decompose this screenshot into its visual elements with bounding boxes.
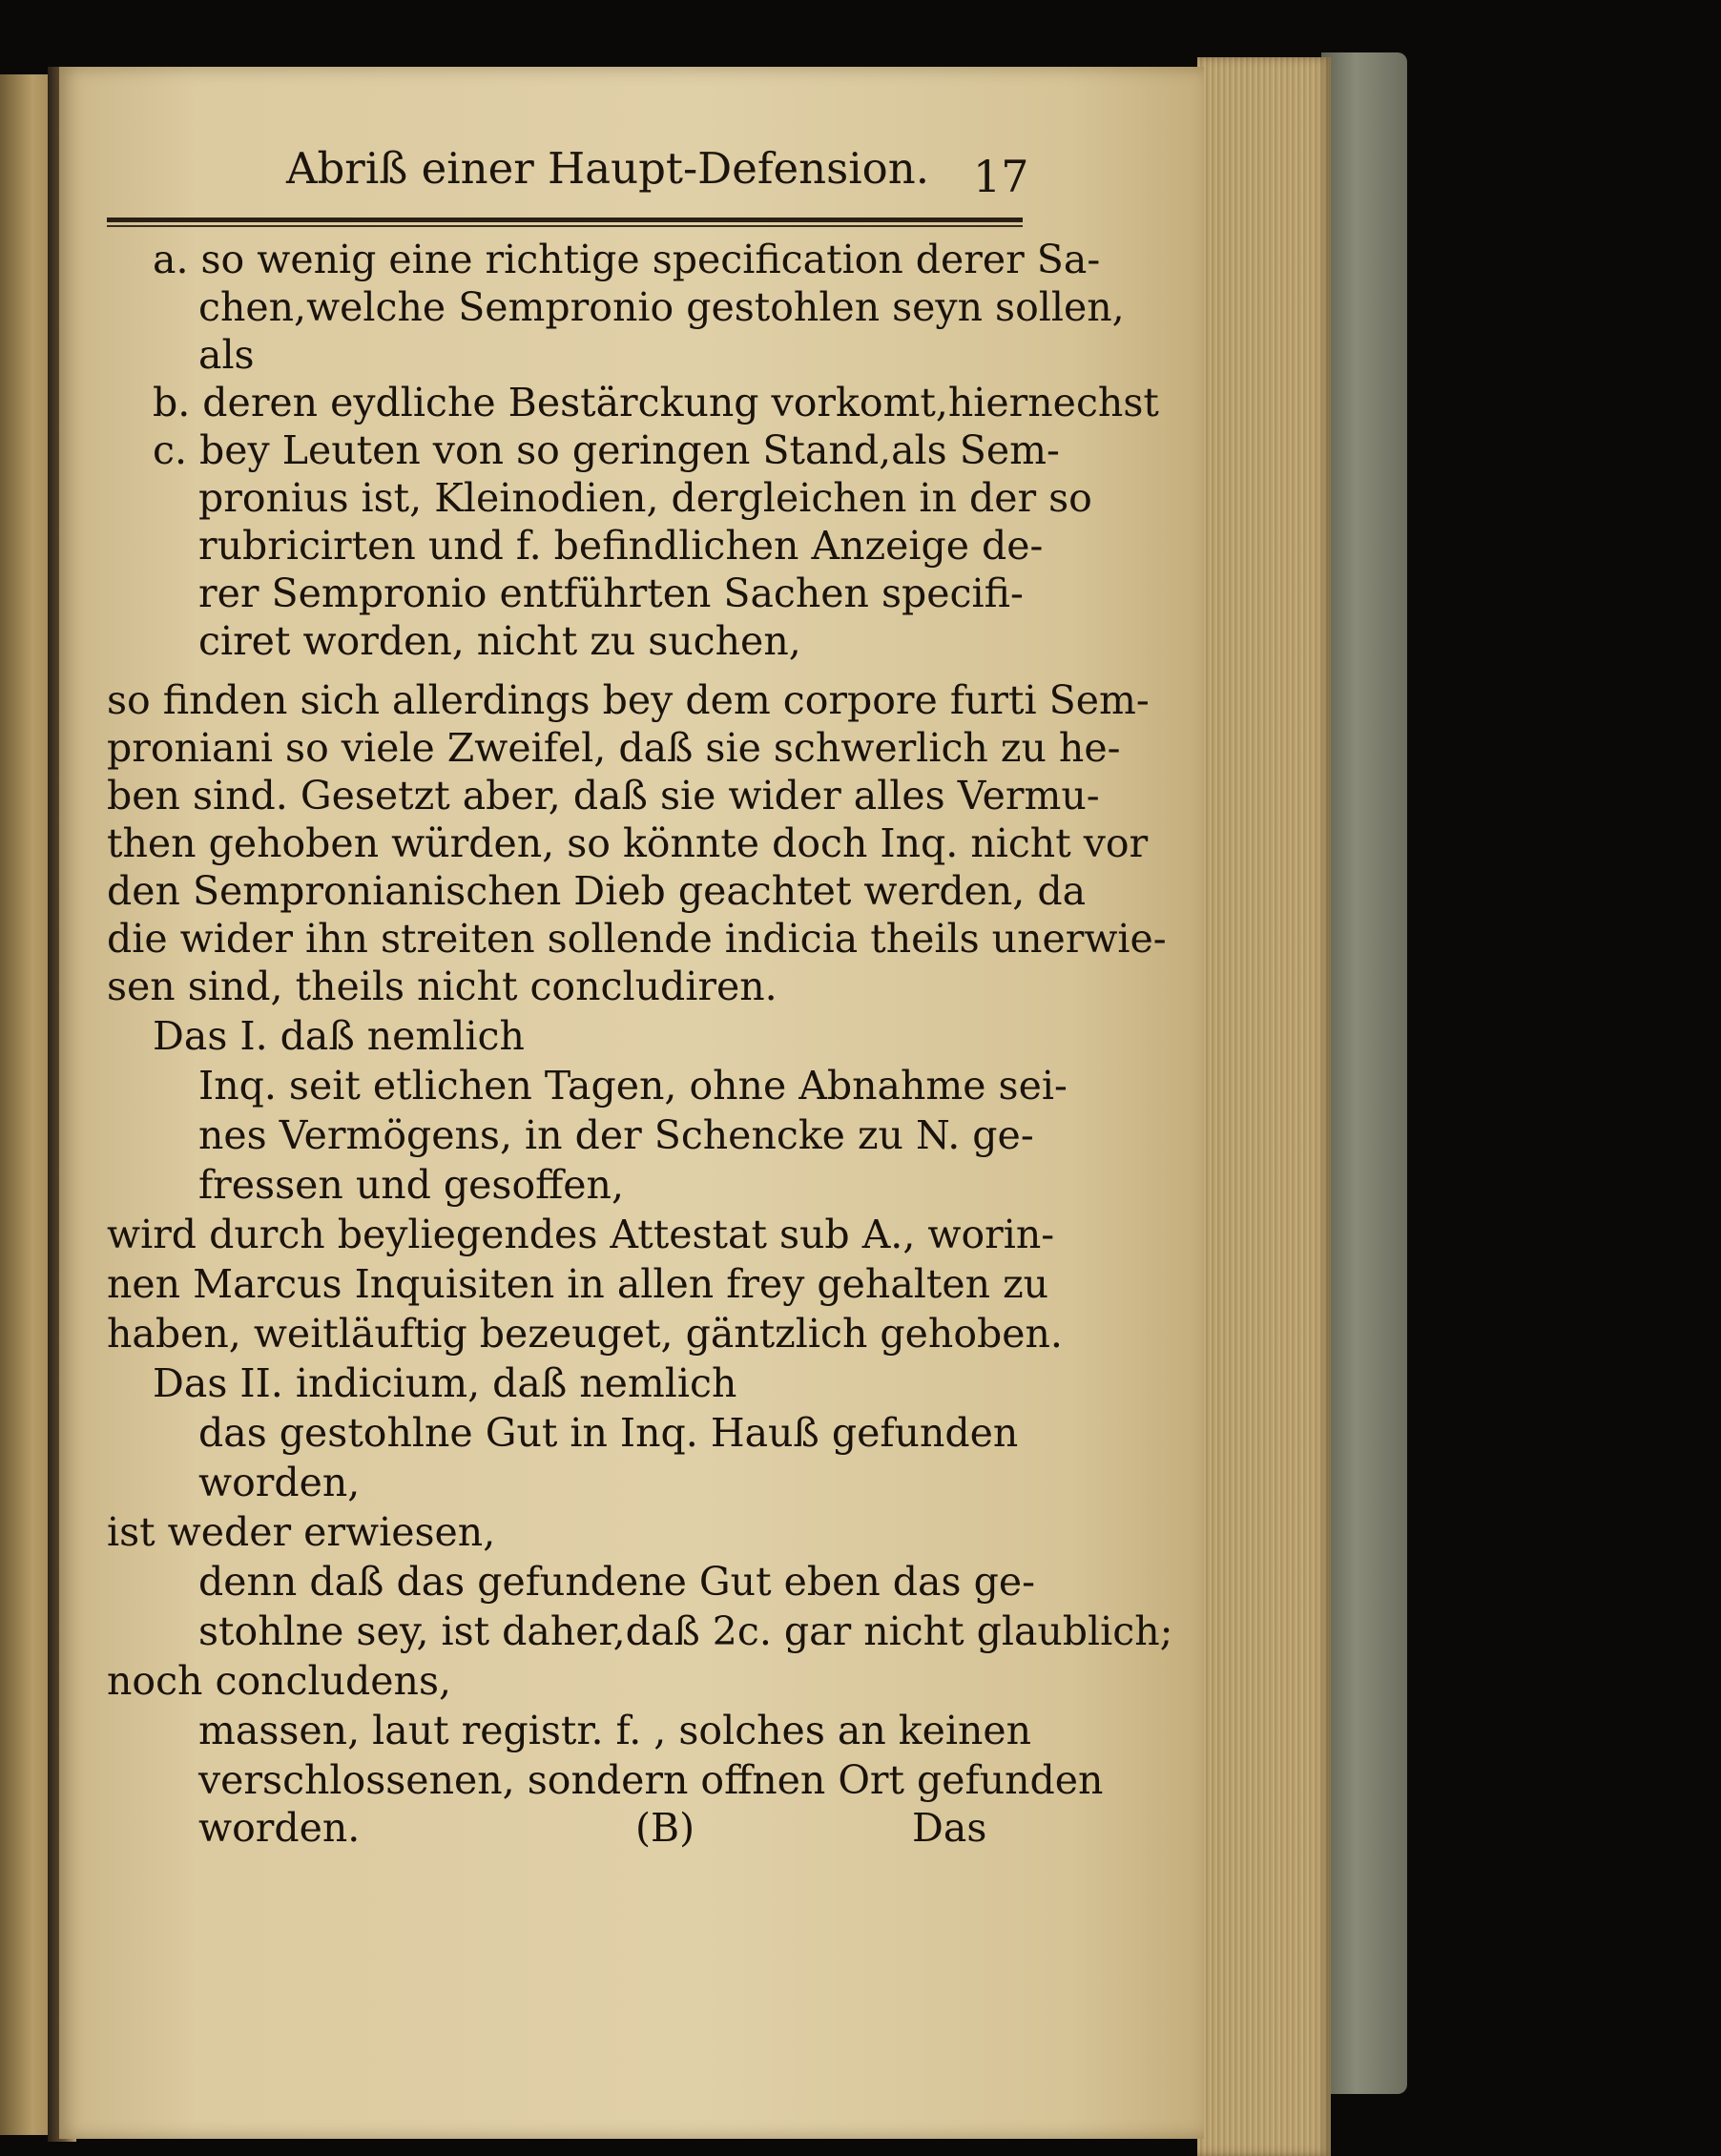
text-line: haben, weitläuftig bezeuget, gäntzlich gehoben. (107, 1311, 1063, 1357)
text-line: verschlossenen, sondern offnen Ort gefunden (198, 1757, 1104, 1803)
text-line: als (198, 332, 255, 378)
text-line: sen sind, theils nicht concludiren. (107, 964, 778, 1009)
text-line: wird durch beyliegendes Attestat sub A., worin- (107, 1212, 1055, 1257)
text-line: a. so wenig eine richtige specification derer Sa- (153, 237, 1101, 282)
text-line: proniani so viele Zweifel, daß sie schwerlich zu he- (107, 725, 1121, 771)
text-line: ciret worden, nicht zu suchen, (198, 618, 801, 664)
text-line: ben sind. Gesetzt aber, daß sie wider alles Vermu- (107, 773, 1100, 819)
text-line: die wider ihn streiten sollende indicia theils unerwie- (107, 916, 1167, 962)
text-line: das gestohlne Gut in Inq. Hauß gefunden (198, 1410, 1019, 1456)
catchword: Das (912, 1805, 987, 1851)
signature-mark: (B) (635, 1805, 695, 1851)
page-number: 17 (973, 151, 1029, 202)
text-line: so finden sich allerdings bey dem corpore furti Sem- (107, 677, 1150, 723)
text-line: den Sempronianischen Dieb geachtet werden, da (107, 868, 1087, 914)
text-line: pronius ist, Kleinodien, dergleichen in der so (198, 475, 1092, 521)
text-line: b. deren eydliche Bestärckung vorkomt,hiernechst (153, 380, 1159, 425)
text-line: c. bey Leuten von so geringen Stand,als Sem- (153, 427, 1060, 473)
text-line: nen Marcus Inquisiten in allen frey gehalten zu (107, 1261, 1049, 1307)
text-line: worden. (198, 1805, 361, 1851)
header-rule (107, 218, 1023, 222)
text-line: chen,welche Sempronio gestohlen seyn sollen, (198, 284, 1125, 330)
text-line: rer Sempronio entführten Sachen specifi- (198, 570, 1024, 616)
text-line: Das II. indicium, daß nemlich (153, 1360, 737, 1406)
page-block-edges (1197, 57, 1331, 2156)
text-line: Das I. daß nemlich (153, 1013, 525, 1059)
text-line: ist weder erwiesen, (107, 1509, 496, 1555)
text-line: noch concludens, (107, 1658, 452, 1704)
text-line: denn daß das gefundene Gut eben das ge- (198, 1559, 1035, 1605)
text-line: worden, (198, 1460, 361, 1505)
text-line: then gehoben würden, so könnte doch Inq. nicht vor (107, 820, 1149, 866)
text-line: fressen und gesoffen, (198, 1162, 624, 1208)
book-cover-edge (1321, 52, 1407, 2094)
text-line: Inq. seit etlichen Tagen, ohne Abnahme sei- (198, 1063, 1068, 1109)
text-line: nes Vermögens, in der Schencke zu N. ge- (198, 1112, 1034, 1158)
text-line: stohlne sey, ist daher,daß 2c. gar nicht glaublich; (198, 1608, 1173, 1654)
text-line: massen, laut registr. f. , solches an keinen (198, 1708, 1032, 1753)
running-header: Abriß einer Haupt-Defension. (286, 143, 930, 194)
text-line: rubricirten und f. befindlichen Anzeige de- (198, 523, 1044, 569)
